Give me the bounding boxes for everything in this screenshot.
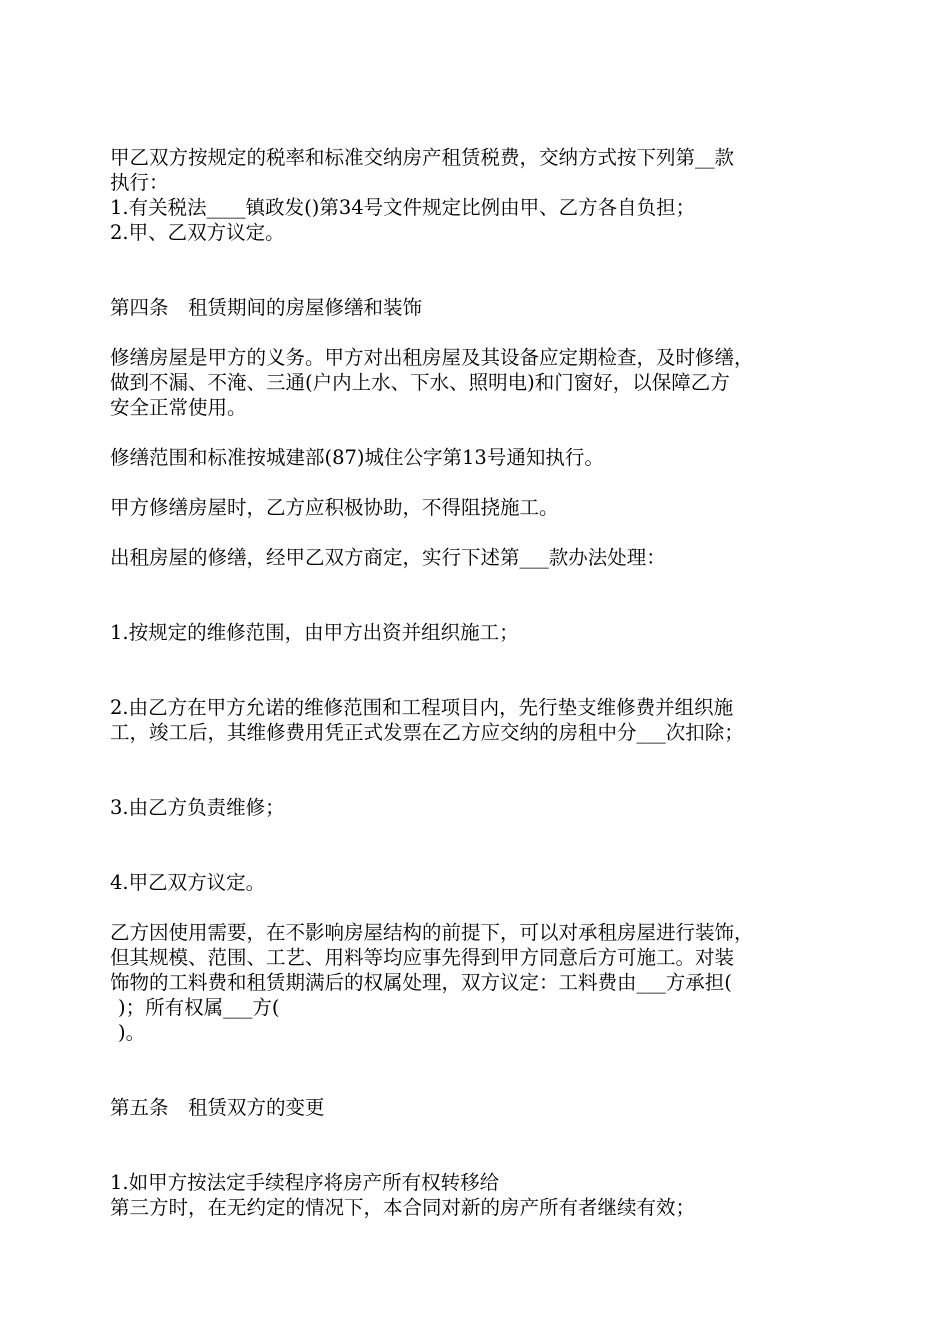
text-line: 执行： (110, 171, 169, 194)
list-item: 1.按规定的维修范围，由甲方出资并组织施工； (110, 621, 519, 644)
text-line: 第三方时，在无约定的情况下，本合同对新的房产所有者继续有效； (110, 1196, 696, 1219)
text-line: 出租房屋的修缮，经甲乙双方商定，实行下述第___款办法处理： (110, 546, 666, 569)
text-line: 饰物的工料费和租赁期满后的权属处理，双方议定：工料费由___方承担( (110, 971, 732, 994)
list-item: 3.由乙方负责维修； (110, 796, 285, 819)
text-line: 2.甲、乙双方议定。 (110, 221, 285, 244)
text-line: 工，竣工后，其维修费用凭正式发票在乙方应交纳的房租中分___次扣除； (110, 721, 744, 744)
text-line: 修缮范围和标准按城建部(87)城住公字第13号通知执行。 (110, 446, 604, 469)
text-line: 甲方修缮房屋时，乙方应积极协助，不得阻挠施工。 (110, 496, 559, 519)
section-heading: 第五条 租赁双方的变更 (110, 1096, 325, 1119)
list-item: 4.甲乙双方议定。 (110, 871, 266, 894)
text-line: 做到不漏、不淹、三通(户内上水、下水、照明电)和门窗好，以保障乙方 (110, 371, 730, 394)
text-line: 1.有关税法____镇政发()第34号文件规定比例由甲、乙方各自负担； (110, 196, 696, 219)
text-line: )。 (118, 1021, 146, 1044)
text-line: 安全正常使用。 (110, 396, 247, 419)
text-line: 乙方因使用需要，在不影响房屋结构的前提下，可以对承租房屋进行装饰， (110, 921, 754, 944)
text-line: 但其规模、范围、工艺、用料等均应事先得到甲方同意后方可施工。对装 (110, 946, 735, 969)
list-item: 1.如甲方按法定手续程序将房产所有权转移给 (110, 1171, 500, 1194)
section-heading: 第四条 租赁期间的房屋修缮和装饰 (110, 296, 423, 319)
text-line: )；所有权属___方( (118, 996, 280, 1019)
text-line: 甲乙双方按规定的税率和标准交纳房产租赁税费，交纳方式按下列第__款 (110, 146, 735, 169)
list-item: 2.由乙方在甲方允诺的维修范围和工程项目内，先行垫支维修费并组织施 (110, 696, 734, 719)
text-line: 修缮房屋是甲方的义务。甲方对出租房屋及其设备应定期检查，及时修缮， (110, 346, 754, 369)
